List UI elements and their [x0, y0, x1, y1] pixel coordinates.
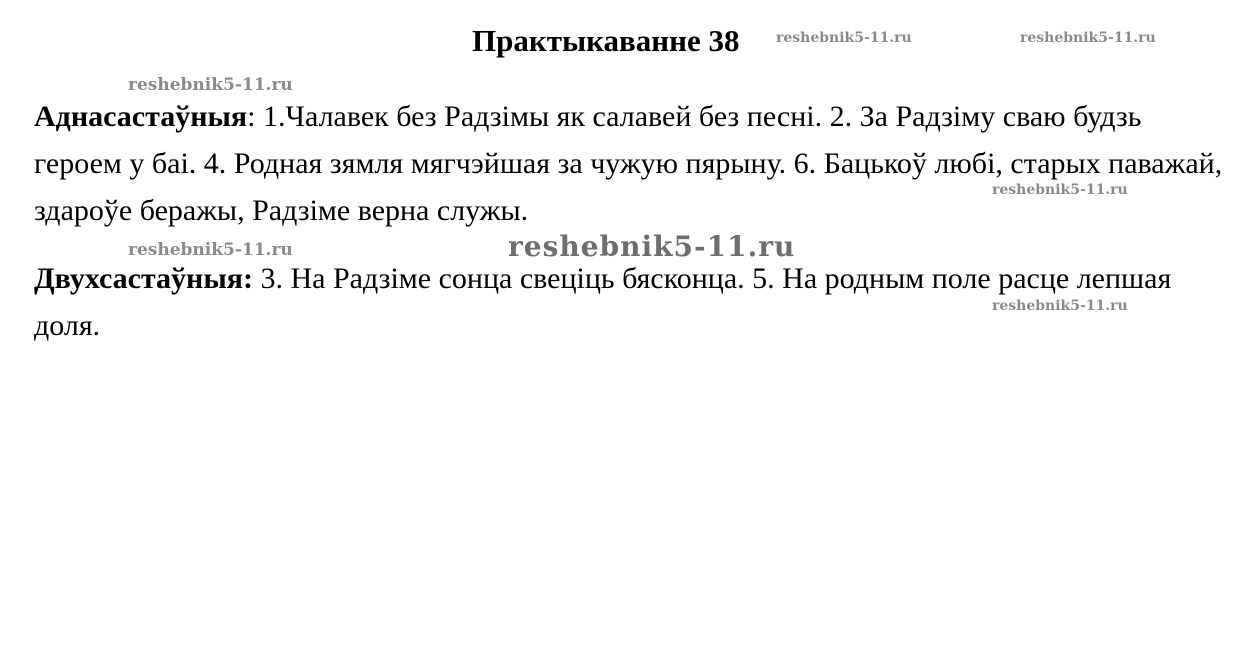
watermark: reshebnik5-11.ru — [508, 230, 796, 263]
paragraph-text: 3. На Радзіме сонца свеціць бясконца. 5. На родным поле расце лепшая доля. — [34, 262, 1172, 342]
paragraph-one-member — [34, 93, 1224, 234]
watermark: reshebnik5-11.ru — [128, 240, 293, 260]
paragraph-lead: Двухсастаўныя: — [34, 262, 253, 295]
paragraph-lead: Аднасастаўныя — [34, 100, 248, 133]
watermark: reshebnik5-11.ru — [1020, 30, 1156, 46]
page-title: Практыкаванне 38 — [472, 23, 740, 58]
watermark: reshebnik5-11.ru — [992, 182, 1128, 198]
watermark: reshebnik5-11.ru — [128, 75, 293, 95]
paragraph-text: : 1.Чалавек без Радзімы як салавей без песні. 2. За Радзіму сваю будзь героем у баі. 4. Родная зямля мягчэйшая за чужую пярыну. 6. Бацькоў любі, старых паважай, здароўе беражы, Радзіме верна служы. — [34, 100, 1223, 227]
watermark: reshebnik5-11.ru — [992, 298, 1128, 314]
watermark: reshebnik5-11.ru — [776, 30, 912, 46]
